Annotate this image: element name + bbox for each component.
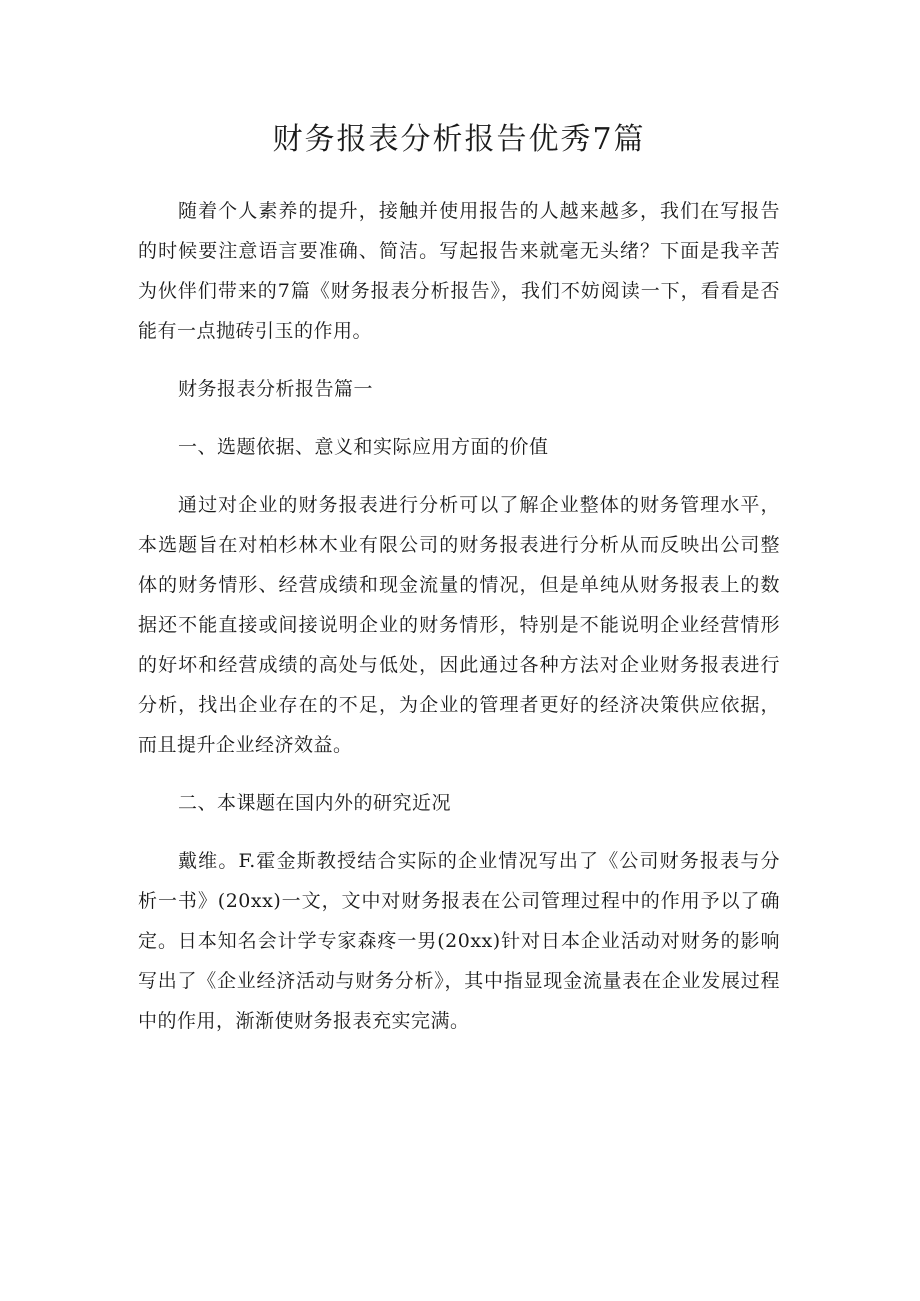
section-title: 财务报表分析报告篇一 bbox=[178, 378, 374, 400]
intro-paragraph: 随着个人素养的提升，接触并使用报告的人越来越多，我们在写报告的时候要注意语言要准确、简洁。写起报告来就毫无头绪？下面是我辛苦为伙伴们带来的7篇《财务报表分析报告》，我们不妨阅读一下，看看是否能有一点抛砖引玉的作用。 bbox=[138, 200, 780, 342]
paragraph-1: 通过对企业的财务报表进行分析可以了解企业整体的财务管理水平，本选题旨在对柏杉林木业有限公司的财务报表进行分析从而反映出公司整体的财务情形、经营成绩和现金流量的情况，但是单纯从财务报表上的数据还不能直接或间接说明企业的财务情形，特别是不能说明企业经营情形的好坏和经营成绩的高处与低处，因此通过各种方法对企业财务报表进行分析，找出企业存在的不足，为企业的管理者更好的经济决策供应依据，而且提升企业经济效益。 bbox=[138, 494, 780, 756]
heading-2: 二、本课题在国内外的研究近况 bbox=[178, 792, 452, 814]
paragraph-2: 戴维。F.霍金斯教授结合实际的企业情况写出了《公司财务报表与分析一书》(20xx)一文，文中对财务报表在公司管理过程中的作用予以了确定。日本知名会计学专家森疼一男(20xx)针对日本企业活动对财务的影响写出了《企业经济活动与财务分析》，其中指显现金流量表在企业发展过程中的作用，渐渐使财务报表充实完满。 bbox=[138, 850, 780, 1032]
heading-1: 一、选题依据、意义和实际应用方面的价值 bbox=[178, 436, 549, 458]
document-title: 财务报表分析报告优秀7篇 bbox=[272, 122, 646, 157]
